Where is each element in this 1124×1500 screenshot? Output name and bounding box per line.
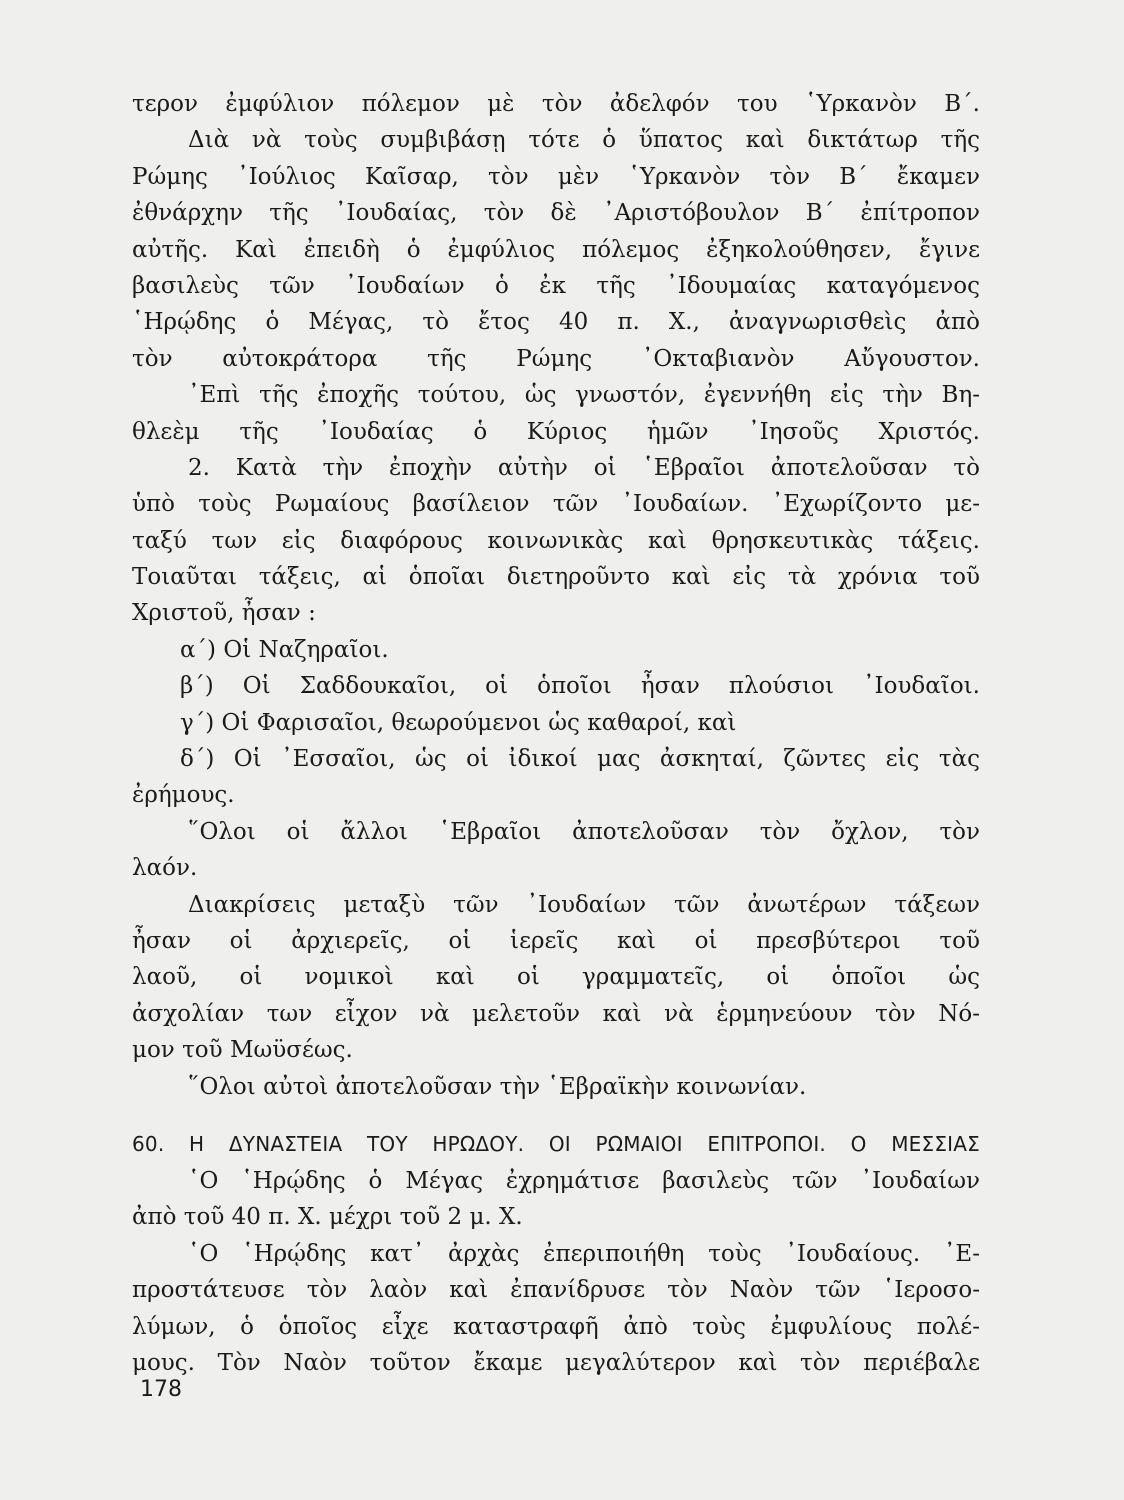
- text-line: ἐθνάρχην τῆς ᾿Ιουδαίας, τὸν δὲ ᾿Αριστόβουλον Β΄ ἐπίτροπον: [132, 200, 980, 227]
- text-line: τὸν αὐτοκράτορα τῆς Ρώμης ᾿Οκταβιανὸν Αὔγουστον.: [132, 345, 980, 372]
- list-item: α΄) Οἱ Ναζηραῖοι.: [180, 636, 389, 663]
- text-line: ταξύ των εἰς διαφόρους κοινωνικὰς καὶ θρησκευτικὰς τάξεις.: [132, 527, 980, 554]
- list-item: δ΄) Οἱ ᾿Εσσαῖοι, ὡς οἱ ἰδικοί μας ἀσκηταί, ζῶντες εἰς τὰς: [180, 746, 980, 773]
- text-line: ᾿Επὶ τῆς ἐποχῆς τούτου, ὡς γνωστόν, ἐγεννήθη εἰς τὴν Βη-: [188, 382, 980, 409]
- text-line: ῞Ολοι αὐτοὶ ἀποτελοῦσαν τὴν ῾Εβραϊκὴν κοινωνίαν.: [188, 1073, 807, 1100]
- text-line: λαόν.: [132, 855, 198, 882]
- text-line: ἀπὸ τοῦ 40 π. Χ. μέχρι τοῦ 2 μ. Χ.: [132, 1204, 523, 1231]
- section-heading: 60. Η ΔΥΝΑΣΤΕΙΑ ΤΟΥ ΗΡΩΔΟΥ. ΟΙ ΡΩΜΑΙΟΙ ΕΠΙΤΡΟΠΟΙ. Ο ΜΕΣΣΙΑΣ: [132, 1131, 980, 1156]
- page-number: 178: [140, 1377, 182, 1402]
- text-line: ῾Ο ῾Ηρῴδης ὁ Μέγας ἐχρημάτισε βασιλεὺς τῶν ᾿Ιουδαίων: [188, 1167, 980, 1194]
- text-line: αὐτῆς. Καὶ ἐπειδὴ ὁ ἐμφύλιος πόλεμος ἐξηκολούθησεν, ἔγινε: [132, 236, 980, 263]
- section-gap: [132, 1105, 980, 1125]
- text-line: Διακρίσεις μεταξὺ τῶν ᾿Ιουδαίων τῶν ἀνωτέρων τάξεων: [188, 891, 980, 918]
- text-line: τερον ἐμφύλιον πόλεμον μὲ τὸν ἀδελφόν του ῾Υρκανὸν Β΄.: [132, 91, 980, 117]
- text-line: θλεὲμ τῆς ᾿Ιουδαίας ὁ Κύριος ἡμῶν ᾿Ιησοῦς Χριστός.: [132, 418, 980, 445]
- text-line: Ρώμης ᾿Ιούλιος Καῖσαρ, τὸν μὲν ῾Υρκανὸν τὸν Β΄ ἔκαμεν: [132, 163, 980, 190]
- text-line: μους. Τὸν Ναὸν τοῦτον ἔκαμε μεγαλύτερον καὶ τὸν περιέβαλε: [132, 1349, 980, 1376]
- text-line: ῾Ηρῴδης ὁ Μέγας, τὸ ἔτος 40 π. Χ., ἀναγνωρισθεὶς ἀπὸ: [132, 309, 980, 336]
- text-line: προστάτευσε τὸν λαὸν καὶ ἐπανίδρυσε τὸν Ναὸν τῶν ῾Ιεροσο-: [132, 1277, 980, 1304]
- text-line: ὑπὸ τοὺς Ρωμαίους βασίλειον τῶν ᾿Ιουδαίων. ᾿Εχωρίζοντο με-: [132, 491, 980, 518]
- text-line: Τοιαῦται τάξεις, αἱ ὁποῖαι διετηροῦντο καὶ εἰς τὰ χρόνια τοῦ: [132, 564, 980, 591]
- text-line: ἐρήμους.: [132, 782, 235, 809]
- list-item: β΄) Οἱ Σαδδουκαῖοι, οἱ ὁποῖοι ἦσαν πλούσιοι ᾿Ιουδαῖοι.: [180, 673, 980, 700]
- list-item: γ΄) Οἱ Φαρισαῖοι, θεωρούμενοι ὡς καθαροί, καὶ: [180, 709, 737, 736]
- text-line: Διὰ νὰ τοὺς συμβιβάσῃ τότε ὁ ὕπατος καὶ δικτάτωρ τῆς: [188, 127, 980, 154]
- text-line: λαοῦ, οἱ νομικοὶ καὶ οἱ γραμματεῖς, οἱ ὁποῖοι ὡς: [132, 964, 980, 991]
- text-line: 2. Κατὰ τὴν ἐποχὴν αὐτὴν οἱ ῾Εβραῖοι ἀποτελοῦσαν τὸ: [188, 454, 980, 481]
- text-line: ῞Ολοι οἱ ἄλλοι ῾Εβραῖοι ἀποτελοῦσαν τὸν ὄχλον, τὸν: [188, 818, 980, 845]
- body-text: [132, 86, 980, 1381]
- text-line: ῾Ο ῾Ηρῴδης κατ᾿ ἀρχὰς ἐπεριποιήθη τοὺς ᾿Ιουδαίους. ᾿Ε-: [188, 1240, 980, 1267]
- text-line: λύμων, ὁ ὁποῖος εἶχε καταστραφῆ ἀπὸ τοὺς ἐμφυλίους πολέ-: [132, 1313, 980, 1340]
- text-line: μον τοῦ Μωϋσέως.: [132, 1037, 353, 1064]
- text-line: βασιλεὺς τῶν ᾿Ιουδαίων ὁ ἐκ τῆς ᾿Ιδουμαίας καταγόμενος: [132, 272, 980, 299]
- text-line: ἦσαν οἱ ἀρχιερεῖς, οἱ ἱερεῖς καὶ οἱ πρεσβύτεροι τοῦ: [132, 927, 980, 954]
- text-line: Χριστοῦ, ἦσαν :: [132, 600, 316, 627]
- text-line: ἀσχολίαν των εἶχον νὰ μελετοῦν καὶ νὰ ἑρμηνεύουν τὸν Νό-: [132, 1000, 980, 1027]
